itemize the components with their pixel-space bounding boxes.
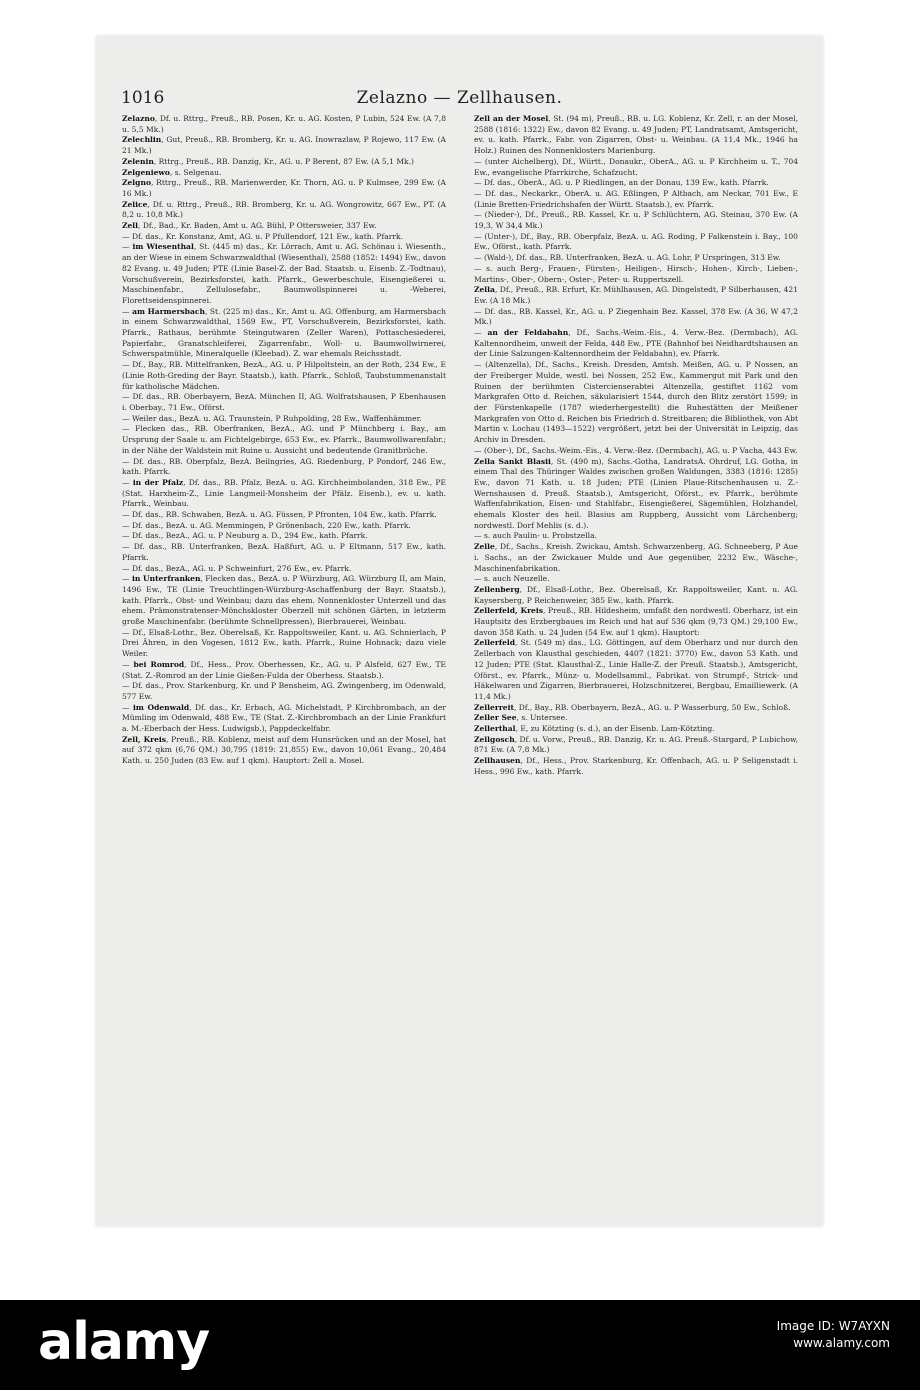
- dictionary-entry: — Flecken das., RB. Oberfranken, BezA., AG. und P Münchberg i. Bay., am Ursprung der Saale u. am Fichtelgebirge, 653 Ew., ev. Pfarrk., Baumwollwarenfabr.; in der Nähe der Waldstein mit Ruine u. Aussicht und bedeutende Granitbrüche.: [122, 424, 446, 455]
- entry-headword: Zell an der Mosel: [474, 114, 549, 123]
- dictionary-entry: Zellerreit, Df., Bay., RB. Oberbayern, BezA., AG. u. P Wasserburg, 50 Ew., Schloß.: [474, 702, 791, 712]
- entry-headword: Zell, Kreis: [122, 734, 167, 744]
- entry-headword: Zellerfeld: [474, 638, 516, 648]
- entry-headword: im Odenwald: [132, 702, 190, 712]
- dictionary-entry: — Df. das., OberA., AG. u. P Riedlingen, an der Donau, 139 Ew., kath. Pfarrk.: [474, 178, 769, 188]
- dictionary-entry: — (Nieder-), Df., Preuß., RB. Kassel, Kr. u. P Schlüchtern, AG. Steinau, 370 Ew. (A 19,3, W 34,4 Mk.): [474, 210, 798, 231]
- dictionary-entry: — Df. das., RB. Oberbayern, BezA. München II, AG. Wolfratshausen, P Ebenhausen i. Oberbay., 71 Ew., Oförst.: [122, 392, 446, 412]
- dictionary-entry: — am Harmersbach, St. (225 m) das., Kr., Amt u. AG. Offenburg, am Harmersbach in einem Schwarzwaldthal, 1569 Ew., PT, Vorschußverein, Bezirksforstei, kath. Pfarrk., Rathaus, berühmte Steingutwaren (Zeller Waren), Pottaschesiederei, Papierfabr., Granatschleiferei, Zigarrenfabr., Woll- u. Baumwollwirnerei, Schwerspatmühle, Mineralquelle (Kleebad). Z. war ehemals Reichsstadt.: [122, 306, 446, 359]
- dictionary-entry: — (Unter-), Df., Bay., RB. Oberpfalz, BezA. u. AG. Roding, P Falkenstein i. Bay., 100 Ew., Oförst., kath. Pfarrk.: [474, 231, 798, 252]
- dictionary-entry: — (unter Aichelberg), Df., Württ., Donaukr., OberA., AG. u. P Kirchheim u. T., 704 Ew., evangelische Pfarrkirche, Schafzucht.: [474, 156, 798, 177]
- dictionary-entry: Zeller See, s. Untersee.: [474, 713, 568, 723]
- entry-headword: Zeller See: [474, 713, 517, 723]
- dictionary-entry: — Df. das., BezA., AG. u. P Schweinfurt, 276 Ew., ev. Pfarrk.: [122, 563, 352, 573]
- entry-headword: Zelice: [122, 199, 148, 209]
- dictionary-entry: Zelazno, Df. u. Rttrg., Preuß., RB. Posen, Kr. u. AG. Kosten, P Lubin, 524 Ew. (A 7,8 u. 5,5 Mk.): [122, 114, 446, 134]
- entry-headword: Zellerthal: [474, 724, 516, 734]
- left-column: [122, 114, 446, 1174]
- entry-headword: Zellgosch: [474, 734, 515, 744]
- entry-headword: in der Pfalz: [132, 477, 184, 487]
- running-title: Zelazno — Zellhausen.: [356, 88, 563, 108]
- entry-headword: Zelenin: [122, 156, 154, 166]
- page-number: 1016: [121, 88, 165, 108]
- dictionary-entry: — Df. das., RB. Kassel, Kr., AG. u. P Ziegenhain Bez. Kassel, 378 Ew. (A 36, W 47,2 Mk.): [474, 306, 798, 327]
- entry-headword: im Wiesenthal: [132, 242, 194, 252]
- right-column: [474, 114, 798, 1174]
- entry-headword: Zelgno: [122, 178, 151, 188]
- dictionary-entry: — im Odenwald, Df. das., Kr. Erbach, AG. Michelstadt, P Kirchbrombach, an der Mümling im Odenwald, 488 Ew., TE (Stat. Z.-Kirchbrombach an der Linie Frankfurt a. M.-Eberbach der Hess. Ludwigsb.), Pappdeckelfabr.: [122, 702, 446, 734]
- dictionary-entry: — s. auch Neuzelle.: [474, 574, 550, 584]
- dictionary-entry: — Df. das., BezA., AG. u. P Neuburg a. D., 294 Ew., kath. Pfarrk.: [122, 531, 368, 541]
- dictionary-entry: — (Ober-), Df., Sachs.-Weim.-Eis., 4. Verw.-Bez. (Dermbach), AG. u. P Vacha, 443 Ew.: [474, 445, 798, 455]
- entry-headword: Zellhausen: [474, 756, 521, 766]
- dictionary-entry: Zell, Kreis, Preuß., RB. Koblenz, meist auf dem Hunsrücken und an der Mosel, hat auf 372 qkm (6,76 QM.) 30,795 (1819: 21,855) Ew., davon 10,061 Evang., 20,484 Kath. u. 250 Juden (83 Ew. auf 1 qkm). Hauptort: Zell a. Mosel.: [122, 734, 446, 766]
- dictionary-entry: Zell, Df., Bad., Kr. Baden, Amt u. AG. Bühl, P Ottersweier, 337 Ew.: [122, 221, 377, 231]
- dictionary-entry: Zelgeniewo, s. Selgenau.: [122, 167, 222, 177]
- dictionary-entry: Zelenin, Rttrg., Preuß., RB. Danzig, Kr., AG. u. P Berent, 87 Ew. (A 5,1 Mk.): [122, 156, 414, 166]
- entry-headword: Zella: [474, 285, 495, 295]
- entry-headword: Zellerfeld, Kreis: [474, 606, 543, 616]
- entry-headword: am Harmersbach: [132, 306, 205, 316]
- dictionary-entry: — in Unterfranken, Flecken das., BezA. u. P Würzburg, AG. Würzburg II, am Main, 1496 Ew., TE (Linie Treuchtlingen-Würzburg-Aschaffenburg der Bayr. Staatsb.), kath. Pfarrk., Obst- und Weinbau; dazu das ehem. Nonnenkloster Unterzell und das ehem. Prämonstratenser-Mönchskloster Oberzell mit schönen Gärten, in letzterm große Maschinenfabr. (berühmte Schnellpressen), Bierbrauerei, Weinbau.: [122, 574, 446, 627]
- dictionary-page: [96, 36, 823, 1226]
- dictionary-entry: — Df. das., Prov. Starkenburg, Kr. und P Bensheim, AG. Zwingenberg, im Odenwald, 577 Ew.: [122, 681, 446, 701]
- dictionary-entry: Zelechlin, Gut, Preuß., RB. Bromberg, Kr. u. AG. Inowrazlaw, P Rojewo, 117 Ew. (A 21 Mk.): [122, 135, 446, 156]
- entry-headword: Zelechlin: [122, 135, 162, 145]
- dictionary-entry: Zella, Df., Preuß., RB. Erfurt, Kr. Mühlhausen, AG. Dingelstedt, P Silberhausen, 421 Ew. (A 18 Mk.): [474, 285, 798, 305]
- dictionary-entry: — s. auch Paulin- u. Probstzella.: [474, 531, 597, 541]
- dictionary-entry: Zellenberg, Df., Elsaß-Lothr., Bez. Oberelsaß, Kr. Rappoltsweiler, Kant. u. AG. Kaysersberg, P Reichenweier, 385 Ew., kath. Pfarrk.: [474, 584, 798, 605]
- dictionary-entry: Zelice, Df. u. Rttrg., Preuß., RB. Bromberg, Kr. u. AG. Wongrowitz, 667 Ew., PT. (A 8,2 u. 10,8 Mk.): [122, 199, 446, 220]
- dictionary-entry: Zell an der Mosel, St. (94 m), Preuß., RB. u. LG. Koblenz, Kr. Zell, r. an der Mosel, 2588 (1816: 1322) Ew., davon 82 Evang. u. 49 Juden; PT, Landratsamt, Amtsgericht, ev. u. kath. Pfarrk., Fabr. von Zigarren, Obst- u. Weinbau. (A 11,4 Mk., 1946 ha Holz.) Ruinen des Nonnenklosters Marienburg.: [474, 114, 798, 156]
- dictionary-entry: — im Wiesenthal, St. (445 m) das., Kr. Lörrach, Amt u. AG. Schönau i. Wiesenth., an der Wiese in einem Schwarzwaldthal (Wiesenthal), 2588 (1852: 1494) Ew., davon 82 Evang. u. 49 Juden; PTE (Linie Basel-Z. der Bad. Staatsb. u. Eisenb. Z.-Todtnau), Vorschußverein, Bezirksforstei, kath. Pfarrk., Gewerbeschule, Eisengießerei u. Maschinenfabr., Zellulosefabr., Baumwollspinnerei u. -Weberei, Florettseidenspinnerei.: [122, 242, 446, 305]
- page-header: [121, 88, 798, 110]
- entry-headword: Zelazno: [122, 114, 155, 123]
- dictionary-entry: — (Wald-), Df. das., RB. Unterfranken, BezA. u. AG. Lohr, P Urspringen, 313 Ew.: [474, 253, 781, 263]
- dictionary-entry: — Df. das., RB. Schwaben, BezA. u. AG. Füssen, P Pfronten, 104 Ew., kath. Pfarrk.: [122, 510, 437, 520]
- dictionary-entry: — bei Romrod, Df., Hess., Prov. Oberhessen, Kr., AG. u. P Alsfeld, 627 Ew., TE (Stat. Z.-Romrod an der Linie Gießen-Fulda der Oberhess. Staatsb.).: [122, 659, 446, 680]
- dictionary-entry: — Df. das., Kr. Konstanz, Amt, AG. u. P Pfullendorf, 121 Ew., kath. Pfarrk.: [122, 231, 403, 241]
- entry-headword: in Unterfranken: [131, 574, 201, 584]
- watermark-info: [777, 1318, 890, 1352]
- entry-headword: an der Feldabahn: [487, 328, 569, 338]
- alamy-logo: alamy: [38, 1312, 210, 1372]
- dictionary-entry: — s. auch Berg-, Frauen-, Fürsten-, Heiligen-, Hirsch-, Hohen-, Kirch-, Lieben-, Martins-, Ober-, Obern-, Oster-, Peter- u. Ruppertszell.: [474, 263, 798, 284]
- entry-headword: Zelgeniewo: [122, 167, 170, 177]
- dictionary-entry: Zelle, Df., Sachs., Kreish. Zwickau, Amtsh. Schwarzenberg, AG. Schneeberg, P Aue i. Sachs., an der Zwickauer Mulde und Aue gegenüber, 2232 Ew., Wäsche-, Maschinenfabrikation.: [474, 542, 798, 573]
- dictionary-entry: — Df., Elsaß-Lothr., Bez. Oberelsaß, Kr. Rappoltsweiler, Kant. u. AG. Schnierlach, P Drei Ähren, in den Vogesen, 1812 Ew., kath. Pfarrk., Ruine Hohnack; dazu viele Weiler.: [122, 627, 446, 659]
- entry-headword: Zelle: [474, 542, 495, 552]
- dictionary-entry: — Df. das., BezA. u. AG. Memmingen, P Grönenbach, 220 Ew., kath. Pfarrk.: [122, 520, 411, 530]
- entry-headword: Zella Sankt Blasii: [474, 456, 551, 466]
- dictionary-entry: Zellerfeld, Kreis, Preuß., RB. Hildesheim, umfaßt den nordwestl. Oberharz, ist ein Hauptsitz des Erzbergbaues im Reich und hat auf 536 qkm (9,73 QM.) 29,100 Ew., davon 358 Kath. u. 24 Juden (54 Ew. auf 1 qkm). Hauptort:: [474, 606, 798, 637]
- dictionary-entry: — Df. das., RB. Oberpfalz, BezA. Beilngries, AG. Riedenburg, P Pondorf, 246 Ew., kath. Pfarrk.: [122, 456, 446, 477]
- dictionary-entry: Zellhausen, Df., Hess., Prov. Starkenburg, Kr. Offenbach, AG. u. P Seligenstadt i. Hess., 996 Ew., kath. Pfarrk.: [474, 756, 798, 776]
- dictionary-entry: — Df. das., Neckarkr., OberA. u. AG. Eßlingen, P Altbach, am Neckar, 701 Ew., E (Linie Bretten-Friedrichshafen der Württ. Staatsb.), ev. Pfarrk.: [474, 188, 798, 209]
- dictionary-entry: — Df. das., RB. Unterfranken, BezA. Haßfurt, AG. u. P Eltmann, 517 Ew., kath. Pfarrk.: [122, 542, 446, 562]
- dictionary-entry: — (Altenzella), Df., Sachs., Kreish. Dresden, Amtsh. Meißen, AG. u. P Nossen, an der Freiberger Mulde, westl. bei Nossen, 252 Ew., Kammergut mit Park und den Ruinen der berühmten Cistercienserabtei Altenzella, gestiftet 1162 vom Markgrafen Otto d. Reichen, säkularisiert 1544, durch den Blitz zerstört 1599; in der Fürstenkapelle (1787 wiederhergestellt) die Ruhestätten der Meißener Markgrafen von Otto d. Reichen bis Friedrich d. Streitbaren; die Bibliothek, von Abt Martin v. Lochau (1493—1522) vergrößert, jetzt bei der Universität in Leipzig, das Archiv in Dresden.: [474, 360, 798, 445]
- dictionary-entry: Zellerthal, E, zu Kötzting (s. d.), an der Eisenb. Lam-Kötzting.: [474, 724, 715, 734]
- dictionary-entry: Zelgno, Rttrg., Preuß., RB. Marienwerder, Kr. Thorn, AG. u. P Kulmsee, 299 Ew. (A 16 Mk.): [122, 178, 446, 198]
- dictionary-entry: Zellgosch, Df. u. Vorw., Preuß., RB. Danzig, Kr. u. AG. Preuß.-Stargard, P Lubichow, 871 Ew. (A 7,8 Mk.): [474, 734, 798, 755]
- dictionary-entry: — Weiler das., BezA. u. AG. Traunstein, P Ruhpolding, 28 Ew., Waffenhämmer.: [122, 413, 422, 423]
- entry-headword: Zell: [122, 221, 139, 231]
- entry-headword: Zellerreit: [474, 702, 514, 712]
- entry-headword: Zellenberg: [474, 584, 520, 594]
- dictionary-entry: Zella Sankt Blasii, St. (490 m), Sachs.-Gotha, LandratsA. Ohrdruf, LG. Gotha, in einem Thal des Thüringer Waldes zwischen großen Waldungen, 3383 (1816: 1285) Ew., davon 71 Kath. u. 18 Juden; PTE (Linien Plaue-Ritschenhausen u. Z.-Wernshausen d. Preuß. Staatsb.), Amtsgericht, Oförst., ev. Pfarrk., berühmte Waffenfabrikation, Eisen- und Stahlfabr., Eisengießerei, Sägemühlen, Holzhandel, ehemals Kloster des heil. Blasius am Ruppberg, Aussicht vom Lärchenberg; nordwestl. Dorf Mehlis (s. d.).: [474, 456, 798, 530]
- dictionary-entry: Zellerfeld, St. (549 m) das., LG. Göttingen, auf dem Oberharz und nur durch den Zellerbach von Klausthal geschieden, 4407 (1821: 3770) Ew., davon 53 Kath. und 12 Juden; PTE (Stat. Klausthal-Z., Linie Halle-Z. der Preuß. Staatsb.), Amtsgericht, Oförst., ev. Pfarrk., Münz- u. Modellsamml., Fabrikat. von Strumpf-, Strick- und Häkelwaren und Zigarren, Bierbrauerei, Holzschnitzerei, Bergbau, Emailliewerk. (A 11,4 Mk.): [474, 638, 798, 701]
- image-id-label: Image ID: W7AYXN: [776, 1319, 890, 1333]
- dictionary-entry: — in der Pfalz, Df. das., RB. Pfalz, BezA. u. AG. Kirchheimbolanden, 318 Ew., PE (Stat. Harxheim-Z., Linie Langmeil-Monsheim der Pfälz. Eisenb.), ev. u. kath. Pfarrk., Weinbau.: [122, 477, 446, 509]
- entry-headword: bei Romrod: [133, 659, 185, 669]
- dictionary-entry: — an der Feldabahn, Df., Sachs.-Weim.-Eis., 4. Verw.-Bez. (Dermbach), AG. Kaltennordheim, unweit der Felda, 448 Ew., PTE (Bahnhof bei Neidhardtshausen an der Linie Salzungen-Kaltennordheim der Feldabahn), ev. Pfarrk.: [474, 328, 798, 359]
- site-url: www.alamy.com: [793, 1336, 890, 1350]
- dictionary-entry: — Df., Bay., RB. Mittelfranken, BezA., AG. u. P Hilpoltstein, an der Roth, 234 Ew., E (Linie Roth-Greding der Bayr. Staatsb.), kath. Pfarrk., Schloß, Taubstummenanstalt für katholische Mädchen.: [122, 360, 446, 391]
